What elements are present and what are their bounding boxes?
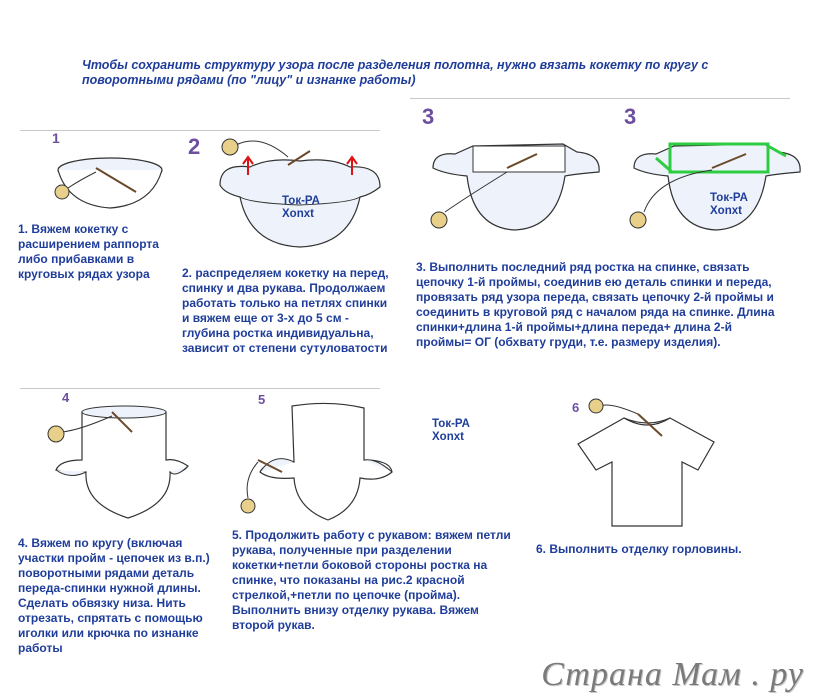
top-divider-right [410,98,790,99]
step-4-illustration [40,400,190,525]
step-5-number: 5 [258,392,266,407]
step-5-caption: 5. Продолжить работу с рукавом: вяжем петли рукава, полученные при разделении кокетки+петли боковой стороны ростка на спинке, что показаны на рис.2 красной стрелкой,+петли по цепочке (пройма). Выполнить внизу отделку рукава. Вяжем второй рукав. [232,528,511,632]
step-6-illustration [570,392,730,532]
mid-divider [20,388,380,389]
step-3-caption: 3. Выполнить последний ряд ростка на спинке, связать цепочку 1-й проймы, соединив ею деталь спинки и переда, провязать ряд узора переда, связать цепочку 2-й проймы и соединить в круговой ряд с началом ряда на спинке. Длина спинки+длина 1-й проймы+длина переда+ длина 2-й проймы= ОГ (обхвату груди, т.е. размеру изделия). [416,260,775,349]
step-2-number: 2 [188,134,201,159]
intro-text: Чтобы сохранить структуру узора после разделения полотна, нужно вязать кокетку по кругу с поворотными рядами (по "лицу" и изнанке работы) [82,58,709,87]
step-6-caption: 6. Выполнить отделку горловины. [536,542,742,556]
step-1-number: 1 [52,130,60,146]
step-3-label: Ток-РА Xonxt [710,192,748,217]
step-3a-illustration [425,128,605,238]
step-5-label: Ток-РА Xonxt [432,418,470,443]
step-4-caption: 4. Вяжем по кругу (включая участки пройм - цепочек из в.п.) поворотными рядами деталь переда-спинки нужной длины. Сделать обвязку низа. Нить отрезать, спрятать с помощью иголки или крючка по изнанке работы [18,536,210,655]
step-1-illustration [40,150,180,220]
step-1-caption: 1. Вяжем кокетку с расширением раппорта либо прибавками в круговых рядах узора [18,222,159,281]
step-6-number: 6 [572,400,580,415]
step-2-caption: 2. распределяем кокетку на перед, спинку и два рукава. Продолжаем работать только на петлях спинки и вяжем еще от 3-х до 5 см - глубина ростка индивидуальна, зависит от степени сутуловатости [182,266,389,355]
step-3b-illustration [626,128,806,238]
step-5-illustration [240,402,400,527]
step-4-number: 4 [62,390,70,405]
step-2-label: Ток-РА Xonxt [282,195,320,220]
step-3b-number: 3 [624,104,637,129]
top-divider [20,130,380,131]
brand-watermark: Страна Мам . ру [541,656,804,693]
step-3-number: 3 [422,104,435,129]
